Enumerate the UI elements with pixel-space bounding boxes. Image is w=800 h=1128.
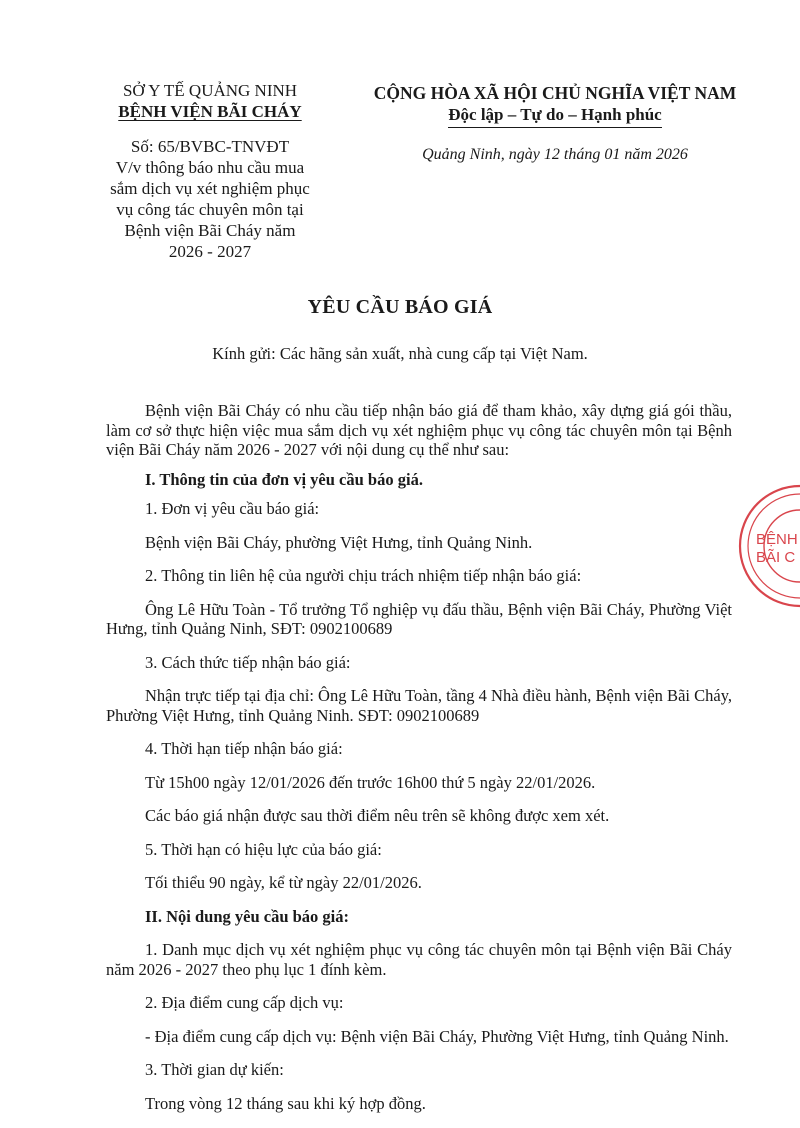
salutation: Kính gửi: Các hãng sản xuất, nhà cung cấp tại Việt Nam. (212, 344, 588, 363)
item-label: 1. Đơn vị yêu cầu báo giá: (145, 499, 320, 518)
item-label: 2. Địa điểm cung cấp dịch vụ: (145, 993, 344, 1012)
seal-text-line1: BỆNH (756, 531, 798, 548)
document-body (106, 401, 732, 1113)
item-text: - Địa điểm cung cấp dịch vụ: Bệnh viện Bãi Cháy, Phường Việt Hưng, tỉnh Quảng Ninh. (145, 1026, 729, 1046)
item-text: 1. Danh mục dịch vụ xét nghiệm phục vụ công tác chuyên môn tại Bệnh viện Bãi Cháy năm 2026 - 2027 theo phụ lục 1 đính kèm. (106, 940, 732, 979)
item-label: 2. Thông tin liên hệ của người chịu trách nhiệm tiếp nhận báo giá: (145, 566, 582, 585)
item-text: Trong vòng 12 tháng sau khi ký hợp đồng. (145, 1093, 426, 1113)
nation-name: CỘNG HÒA XÃ HỘI CHỦ NGHĨA VIỆT NAM (373, 83, 737, 103)
subject-line: V/v thông báo nhu cầu mua (115, 158, 305, 177)
organization-name: BỆNH VIỆN BÃI CHÁY (118, 102, 302, 121)
parent-organization: SỞ Y TẾ QUẢNG NINH (122, 81, 298, 100)
document-subject (95, 157, 325, 262)
item-text: Ông Lê Hữu Toàn - Tổ trưởng Tổ nghiệp vụ đấu thầu, Bệnh viện Bãi Cháy, Phường Việt Hưng, tỉnh Quảng Ninh, SĐT: 0902100689 (106, 599, 732, 638)
section-heading: I. Thông tin của đơn vị yêu cầu báo giá. (145, 469, 423, 489)
place-and-date: Quảng Ninh, ngày 12 tháng 01 năm 2026 (422, 146, 688, 163)
subject-line: Bệnh viện Bãi Cháy năm (124, 221, 296, 240)
subject-line: vụ công tác chuyên môn tại (116, 200, 304, 219)
item-label: 3. Thời gian dự kiến: (145, 1060, 284, 1079)
item-label: 3. Cách thức tiếp nhận báo giá: (145, 652, 351, 672)
item-text: Tối thiểu 90 ngày, kể từ ngày 22/01/2026. (145, 873, 422, 892)
section-heading: II. Nội dung yêu cầu báo giá: (145, 906, 350, 926)
item-note: Các báo giá nhận được sau thời điểm nêu trên sẽ không được xem xét. (145, 806, 610, 825)
document-number: Số: 65/BVBC-TNVĐT (130, 137, 290, 156)
national-motto: Độc lập – Tự do – Hạnh phúc (448, 104, 661, 128)
issuer-block (95, 80, 325, 262)
subject-line: 2026 - 2027 (168, 242, 252, 261)
document-title: YÊU CẦU BÁO GIÁ (307, 296, 493, 318)
seal-text-line2: BÃI C (756, 549, 796, 566)
item-label: 4. Thời hạn tiếp nhận báo giá: (145, 739, 343, 758)
intro-paragraph: Bệnh viện Bãi Cháy có nhu cầu tiếp nhận báo giá để tham khảo, xây dựng giá gói thầu, làm cơ sở thực hiện việc mua sắm dịch vụ xét nghiệm phục vụ công tác chuyên môn tại Bệnh viện Bãi Cháy năm 2026 - 2027 với nội dung cụ thể như sau: (106, 401, 732, 459)
item-label: 5. Thời hạn có hiệu lực của báo giá: (145, 839, 382, 859)
official-seal-icon (738, 484, 800, 608)
item-text: Từ 15h00 ngày 12/01/2026 đến trước 16h00 thứ 5 ngày 22/01/2026. (145, 772, 596, 792)
item-text: Nhận trực tiếp tại địa chỉ: Ông Lê Hữu Toàn, tầng 4 Nhà điều hành, Bệnh viện Bãi Cháy, Phường Việt Hưng, tỉnh Quảng Ninh. SĐT: 0902100689 (106, 686, 732, 725)
subject-line: sắm dịch vụ xét nghiệm phục (110, 179, 310, 198)
national-heading (350, 82, 760, 164)
item-text: Bệnh viện Bãi Cháy, phường Việt Hưng, tỉnh Quảng Ninh. (145, 532, 533, 552)
